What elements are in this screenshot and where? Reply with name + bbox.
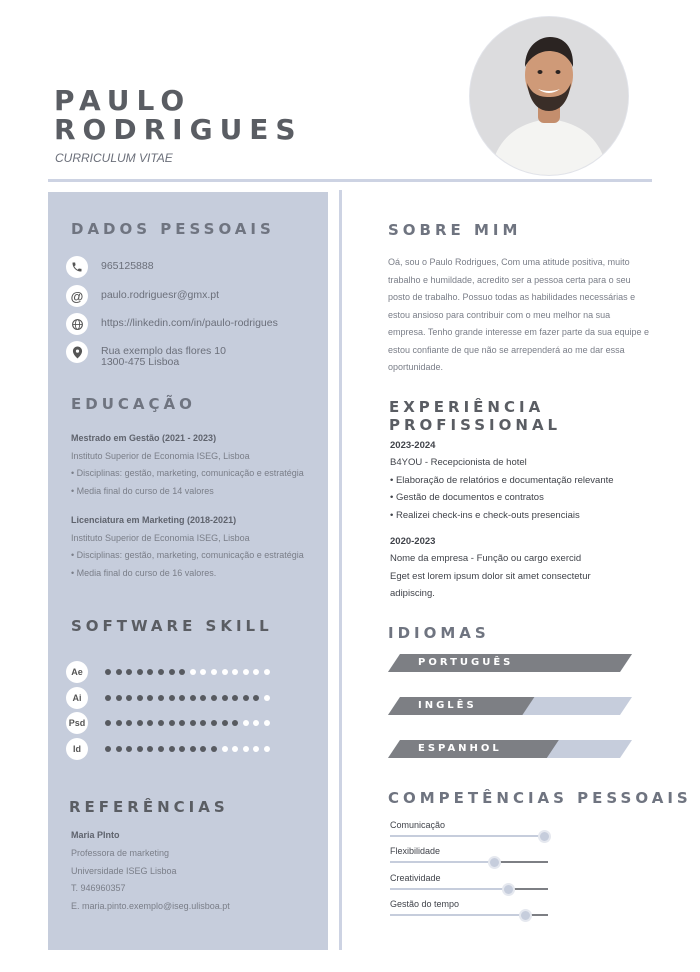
skill-dot-filled	[169, 720, 175, 726]
skill-dot-filled	[200, 746, 206, 752]
skill-dot-empty	[243, 720, 249, 726]
language-label: INGLÊS	[418, 700, 477, 711]
reference-email: E. maria.pinto.exemplo@iseg.ulisboa.pt	[71, 900, 230, 911]
skill-dot-empty	[264, 669, 270, 675]
education-title: EDUCAÇÃO	[71, 395, 196, 413]
at-icon: @	[66, 285, 88, 307]
skill-dot-filled	[232, 695, 238, 701]
competency-label: Gestão do tempo	[390, 899, 460, 909]
contact-email	[66, 285, 219, 307]
reference-entry	[71, 830, 230, 918]
skill-dot-filled	[158, 720, 164, 726]
education-item	[71, 515, 321, 586]
software-badge: Psd	[66, 712, 88, 734]
skill-dot-empty	[211, 669, 217, 675]
skill-dot-filled	[105, 746, 111, 752]
software-badge: Id	[66, 738, 88, 760]
reference-org: Universidade ISEG Lisboa	[71, 865, 177, 876]
skill-dot-filled	[147, 720, 153, 726]
last-name: RODRIGUES	[54, 113, 303, 146]
skill-dot-filled	[179, 746, 185, 752]
skill-dot-filled	[116, 695, 122, 701]
location-pin-icon	[66, 341, 88, 363]
skill-dot-filled	[200, 720, 206, 726]
email-text: paulo.rodriguesr@gmx.pt	[101, 289, 220, 301]
experience-years: 2023-2024	[390, 440, 436, 451]
skill-dot-filled	[137, 720, 143, 726]
about-title: SOBRE MIM	[388, 221, 522, 239]
skill-dot-filled	[126, 720, 132, 726]
competencies-title: COMPETÊNCIAS PESSOAIS	[388, 789, 692, 807]
references-title: REFERÊNCIAS	[69, 798, 229, 816]
skill-dot-filled	[253, 695, 259, 701]
skill-dot-filled	[147, 746, 153, 752]
competency-slider	[390, 835, 548, 837]
skill-dot-filled	[147, 695, 153, 701]
skill-dot-filled	[232, 720, 238, 726]
skill-dot-filled	[211, 746, 217, 752]
software-badge: Ae	[66, 661, 88, 683]
skill-dot-empty	[190, 669, 196, 675]
education-school: Instituto Superior de Economia ISEG, Lisboa	[71, 533, 250, 543]
skill-dot-filled	[200, 695, 206, 701]
skill-dot-filled	[158, 746, 164, 752]
first-name: PAULO	[54, 84, 192, 117]
skill-dot-empty	[253, 720, 259, 726]
skill-dots	[105, 746, 270, 752]
education-degree: Licenciatura em Marketing (2018-2021)	[71, 515, 237, 525]
skill-dot-filled	[211, 695, 217, 701]
skill-dot-filled	[137, 746, 143, 752]
skill-dot-filled	[116, 720, 122, 726]
education-detail: • Media final do curso de 14 valores	[71, 486, 214, 496]
skill-dots	[105, 720, 270, 726]
profile-photo	[469, 16, 629, 176]
competency-label: Flexibilidade	[390, 846, 441, 856]
skill-dots	[105, 695, 270, 701]
globe-icon	[66, 313, 88, 335]
experience-line: • Elaboração de relatórios e documentação relevante	[390, 474, 614, 486]
skill-dot-empty	[243, 669, 249, 675]
skill-dot-filled	[147, 669, 153, 675]
skill-dot-filled	[190, 746, 196, 752]
competency-label: Creatividade	[390, 873, 441, 883]
address-line-2: 1300-475 Lisboa	[101, 356, 180, 368]
avatar-illustration	[470, 17, 628, 175]
skill-dot-empty	[264, 720, 270, 726]
skill-dot-filled	[126, 669, 132, 675]
column-divider	[339, 190, 342, 950]
skill-dot-filled	[222, 720, 228, 726]
competency-knob	[502, 883, 515, 896]
skill-dot-filled	[179, 720, 185, 726]
skill-dot-filled	[105, 669, 111, 675]
software-skill-title: SOFTWARE SKILL	[71, 617, 273, 635]
skill-dots	[105, 669, 270, 675]
experience-line: adipiscing.	[390, 588, 435, 599]
skill-dot-filled	[105, 720, 111, 726]
skill-dot-filled	[158, 669, 164, 675]
skill-dot-filled	[179, 695, 185, 701]
skill-dot-filled	[169, 669, 175, 675]
competency-label: Comunicação	[390, 820, 446, 830]
skill-dot-empty	[253, 746, 259, 752]
skill-dot-filled	[169, 695, 175, 701]
skill-dot-filled	[116, 669, 122, 675]
education-detail: • Disciplinas: gestão, marketing, comunicação e estratégia	[71, 550, 304, 560]
contact-phone	[66, 256, 154, 278]
education-degree: Mestrado em Gestão (2021 - 2023)	[71, 433, 217, 443]
language-label: PORTUGUÊS	[418, 657, 514, 668]
skill-dot-filled	[222, 695, 228, 701]
contact-website	[66, 313, 278, 335]
skill-dot-filled	[137, 669, 143, 675]
education-detail: • Disciplinas: gestão, marketing, comunicação e estratégia	[71, 468, 304, 478]
phone-icon	[66, 256, 88, 278]
reference-role: Professora de marketing	[71, 848, 170, 858]
skill-dot-empty	[232, 669, 238, 675]
about-text: Oá, sou o Paulo Rodrigues, Com uma atitude positiva, muito trabalho e humildade, acredito ser a pessoa certa para o seu posto de trabalho. Possuo todas as habilidades necessárias e estou ansioso para contribuir com o meu melhor na sua empresa. Tenho grande interesse em fazer parte da sua equipe e estou confiante de que não se arrependerá ao me dar essa oportunidade.	[388, 257, 649, 372]
software-badge: Ai	[66, 687, 88, 709]
experience-item	[390, 536, 650, 606]
skill-dot-filled	[105, 695, 111, 701]
competency-slider	[390, 888, 548, 890]
skill-dot-empty	[222, 669, 228, 675]
skill-dot-empty	[222, 746, 228, 752]
reference-name: Maria PInto	[71, 830, 120, 840]
experience-line: • Realizei check-ins e check-outs presenciais	[390, 509, 580, 521]
skill-dot-filled	[126, 746, 132, 752]
competency-knob	[538, 830, 551, 843]
skill-dot-filled	[190, 695, 196, 701]
phone-text: 965125888	[101, 260, 154, 272]
skill-dot-filled	[179, 669, 185, 675]
name-heading	[54, 86, 303, 144]
website-text: https://linkedin.com/in/paulo-rodrigues	[101, 317, 278, 329]
skill-dot-filled	[243, 695, 249, 701]
education-item	[71, 433, 321, 504]
skill-dot-filled	[126, 695, 132, 701]
skill-dot-filled	[158, 695, 164, 701]
skill-dot-empty	[264, 695, 270, 701]
address-text	[101, 341, 226, 368]
skill-dot-filled	[190, 720, 196, 726]
skill-dot-empty	[200, 669, 206, 675]
cv-subtitle: CURRICULUM VITAE	[55, 151, 173, 165]
skill-dot-filled	[211, 720, 217, 726]
language-label: ESPANHOL	[418, 743, 502, 754]
competency-slider	[390, 861, 548, 863]
competency-slider	[390, 914, 548, 916]
skill-dot-filled	[137, 695, 143, 701]
skill-dot-empty	[264, 746, 270, 752]
education-detail: • Media final do curso de 16 valores.	[71, 568, 217, 578]
experience-title: EXPERIÊNCIA PROFISSIONAL	[389, 398, 562, 434]
experience-line: Eget est lorem ipsum dolor sit amet consectetur	[390, 570, 591, 582]
experience-years: 2020-2023	[390, 536, 436, 547]
experience-line: B4YOU - Recepcionista de hotel	[390, 457, 527, 468]
skill-dot-filled	[116, 746, 122, 752]
experience-line: Nome da empresa - Função ou cargo exercid	[390, 553, 582, 564]
skill-dot-empty	[232, 746, 238, 752]
education-school: Instituto Superior de Economia ISEG, Lisboa	[71, 451, 250, 461]
reference-phone: T. 946960357	[71, 883, 126, 893]
header-divider	[48, 179, 652, 182]
contact-address	[66, 341, 226, 368]
address-line-1: Rua exemplo das flores 10	[101, 345, 226, 357]
experience-line: • Gestão de documentos e contratos	[390, 492, 544, 503]
competency-knob	[488, 856, 501, 869]
skill-dot-empty	[243, 746, 249, 752]
personal-data-title: DADOS PESSOAIS	[71, 220, 275, 238]
languages-title: IDIOMAS	[388, 624, 490, 642]
skill-dot-filled	[169, 746, 175, 752]
skill-dot-empty	[253, 669, 259, 675]
competency-knob	[519, 909, 532, 922]
experience-item	[390, 440, 650, 527]
